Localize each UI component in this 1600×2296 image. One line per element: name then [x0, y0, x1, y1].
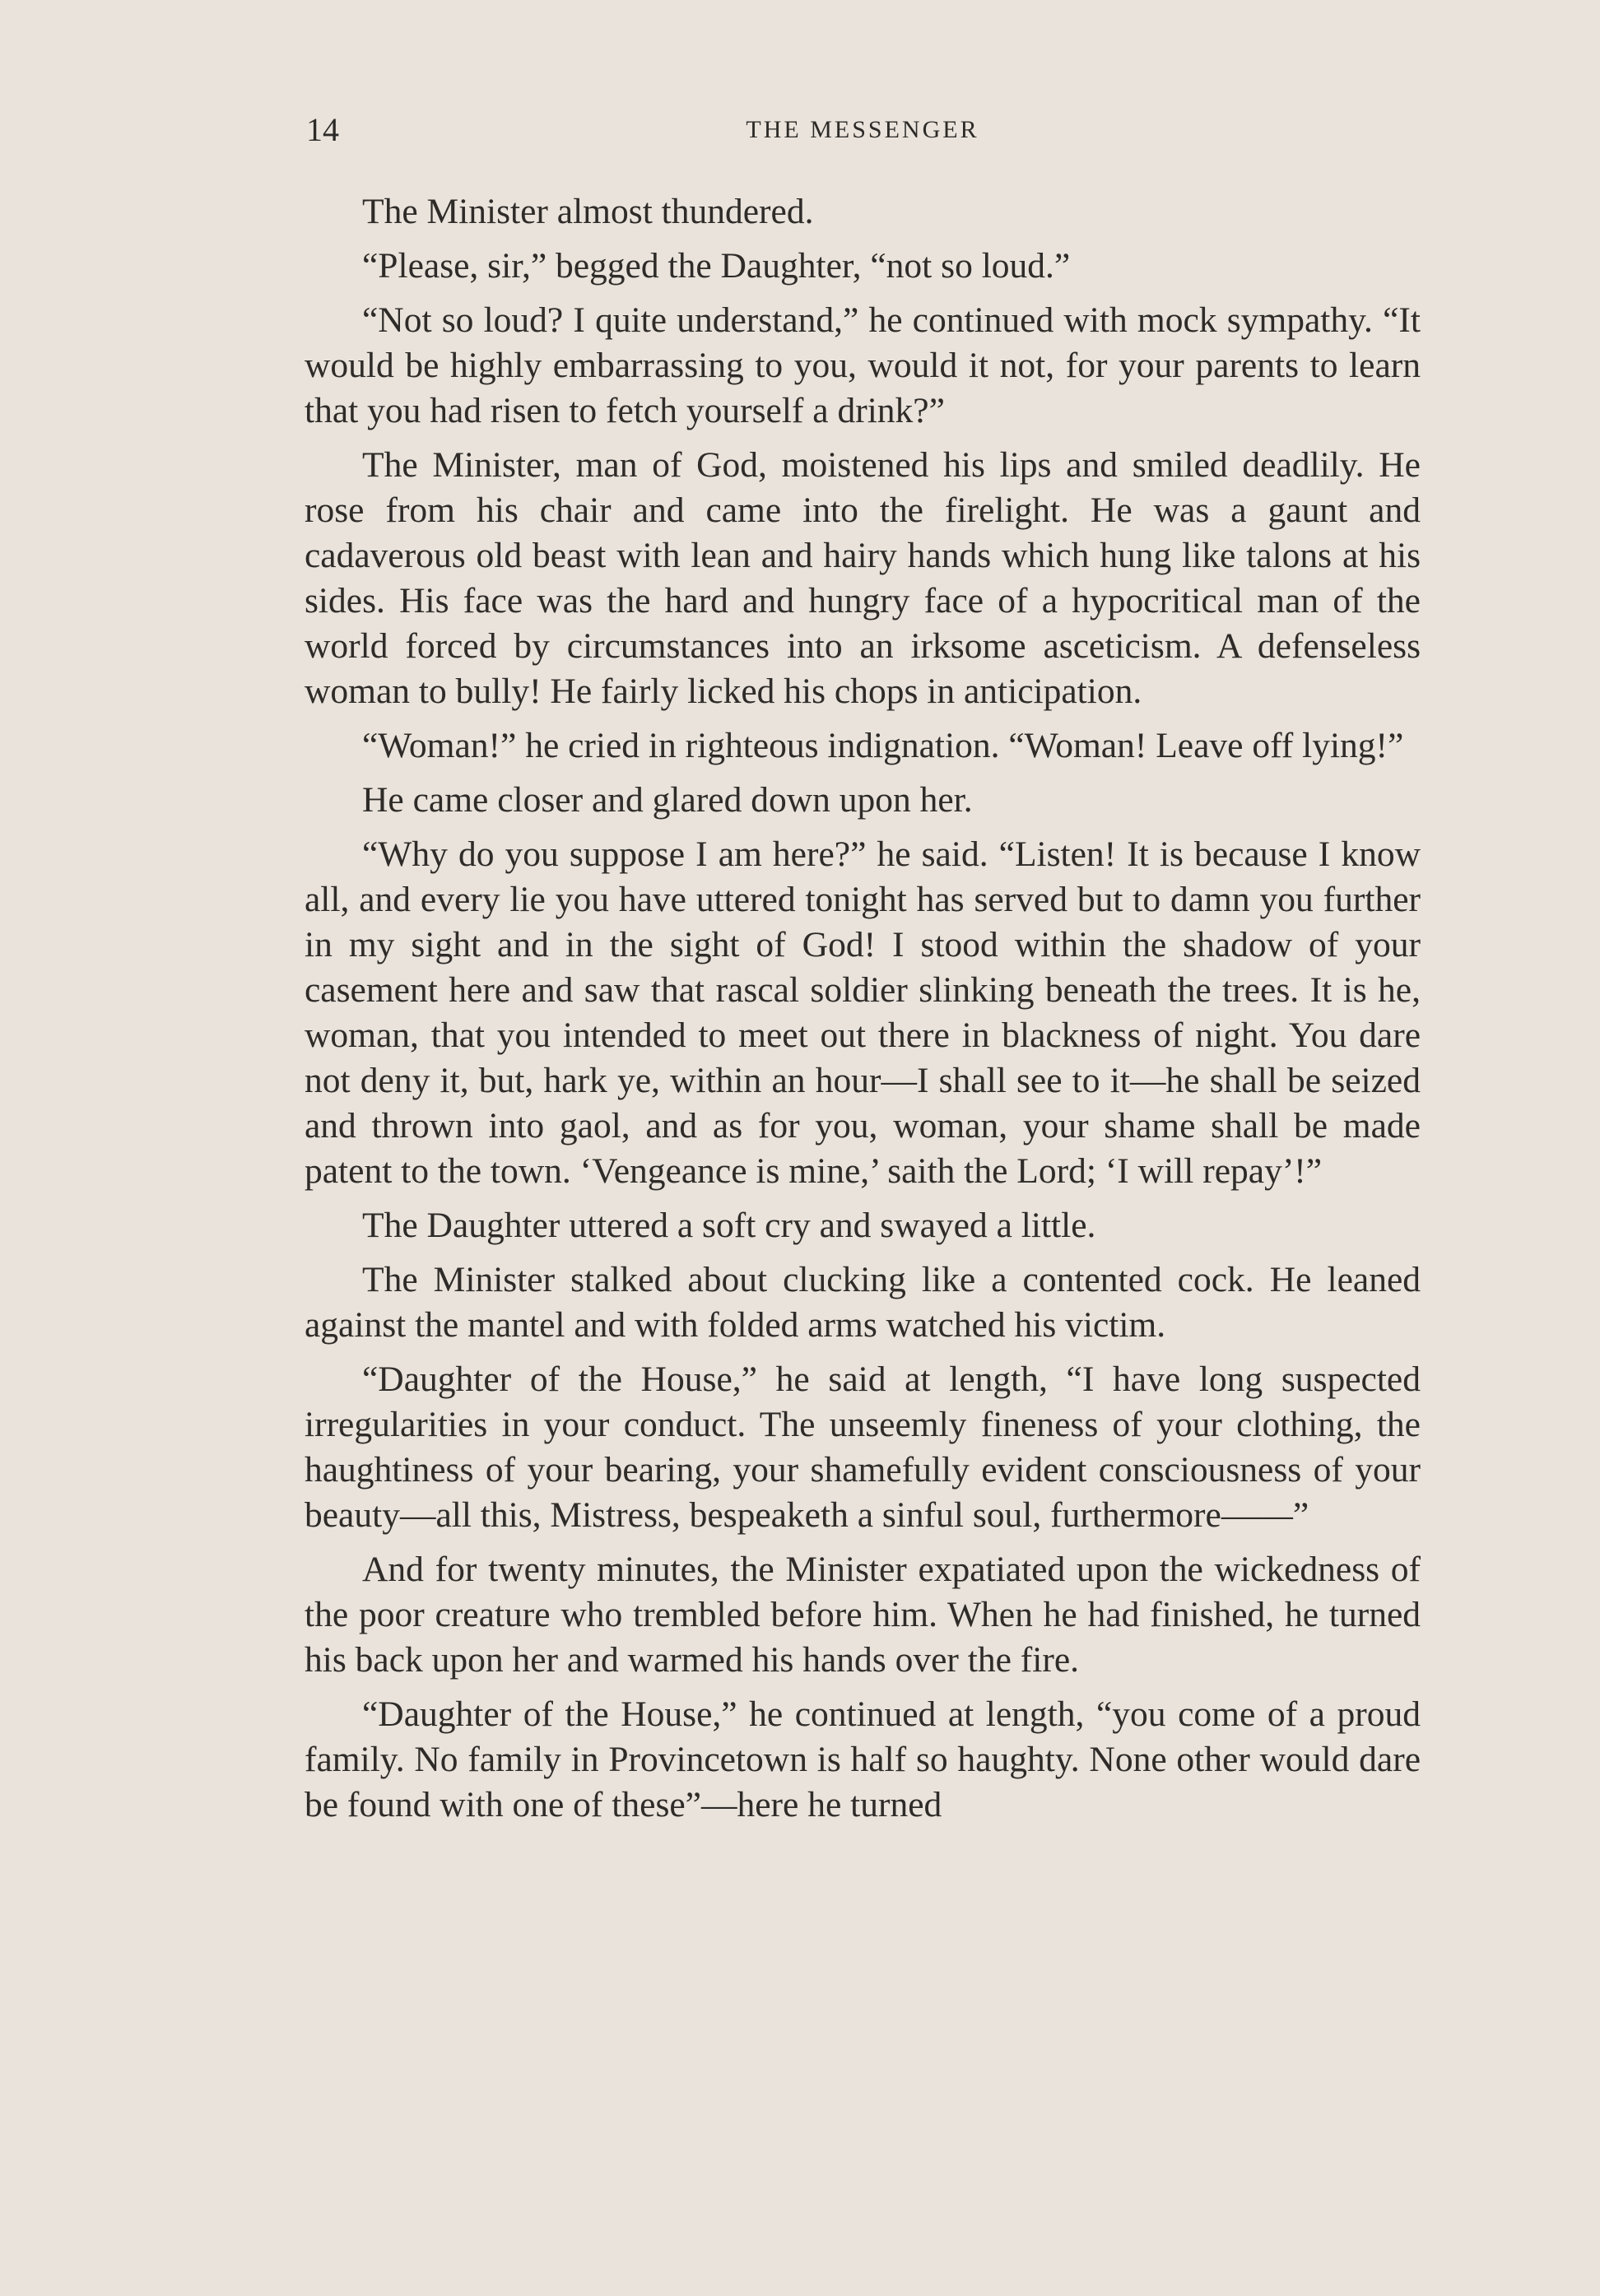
paragraph: “Please, sir,” begged the Daughter, “not so loud.” [362, 246, 1071, 286]
paragraph: The Minister, man of God, moistened his lips and smiled deadlily. He rose from his chair and came into the firelight. He was a gaunt and cadaverous old beast with lean and hairy hands which hung like talons at his sides. His face was the hard and hungry face of a hypocritical man of the world forced by circumstances into an irksome asceticism. A defenseless woman to bully! He fairly licked his chops in anticipation. [305, 445, 1421, 711]
running-head [306, 105, 1419, 155]
body-text [305, 189, 1421, 1837]
paragraph: “Daughter of the House,” he continued at length, “you come of a proud family. No family in Provincetown is half so haughty. None other would dare be found with one of these”—here he turned [305, 1694, 1421, 1824]
paragraph: “Woman!” he cried in righteous indignation. “Woman! Leave off lying!” [362, 726, 1404, 765]
running-title: THE MESSENGER [746, 116, 979, 143]
paragraph: The Daughter uttered a soft cry and swayed a little. [362, 1206, 1096, 1245]
paragraph: “Daughter of the House,” he said at length, “I have long suspected irregularities in your conduct. The unseemly fineness of your clothing, the haughtiness of your bearing, your shamefully evident consciousness of your beauty—all this, Mistress, bespeaketh a sinful soul, furthermore——” [305, 1359, 1421, 1535]
page-number: 14 [306, 111, 339, 148]
paragraph: “Why do you suppose I am here?” he said. “Listen! It is because I know all, and every lie you have uttered tonight has served but to damn you further in my sight and in the sight of God! I stood within the shadow of your casement here and saw that rascal soldier slinking beneath the trees. It is he, woman, that you intended to meet out there in blackness of night. You dare not deny it, but, hark ye, within an hour—I shall see to it—he shall be seized and thrown into gaol, and as for you, woman, your shame shall be made patent to the town. ‘Vengeance is mine,’ saith the Lord; ‘I will repay’!” [305, 834, 1421, 1191]
paragraph: “Not so loud? I quite understand,” he continued with mock sympathy. “It would be highly embarrassing to you, would it not, for your parents to learn that you had risen to fetch yourself a drink?” [305, 300, 1421, 430]
paragraph: He came closer and glared down upon her. [362, 780, 973, 820]
paragraph: And for twenty minutes, the Minister expatiated upon the wickedness of the poor creature who trembled before him. When he had finished, he turned his back upon her and warmed his hands over the fire. [305, 1550, 1421, 1680]
paragraph: The Minister almost thundered. [362, 192, 814, 231]
paragraph: The Minister stalked about clucking like a contented cock. He leaned against the mantel and with folded arms watched his victim. [305, 1260, 1421, 1345]
